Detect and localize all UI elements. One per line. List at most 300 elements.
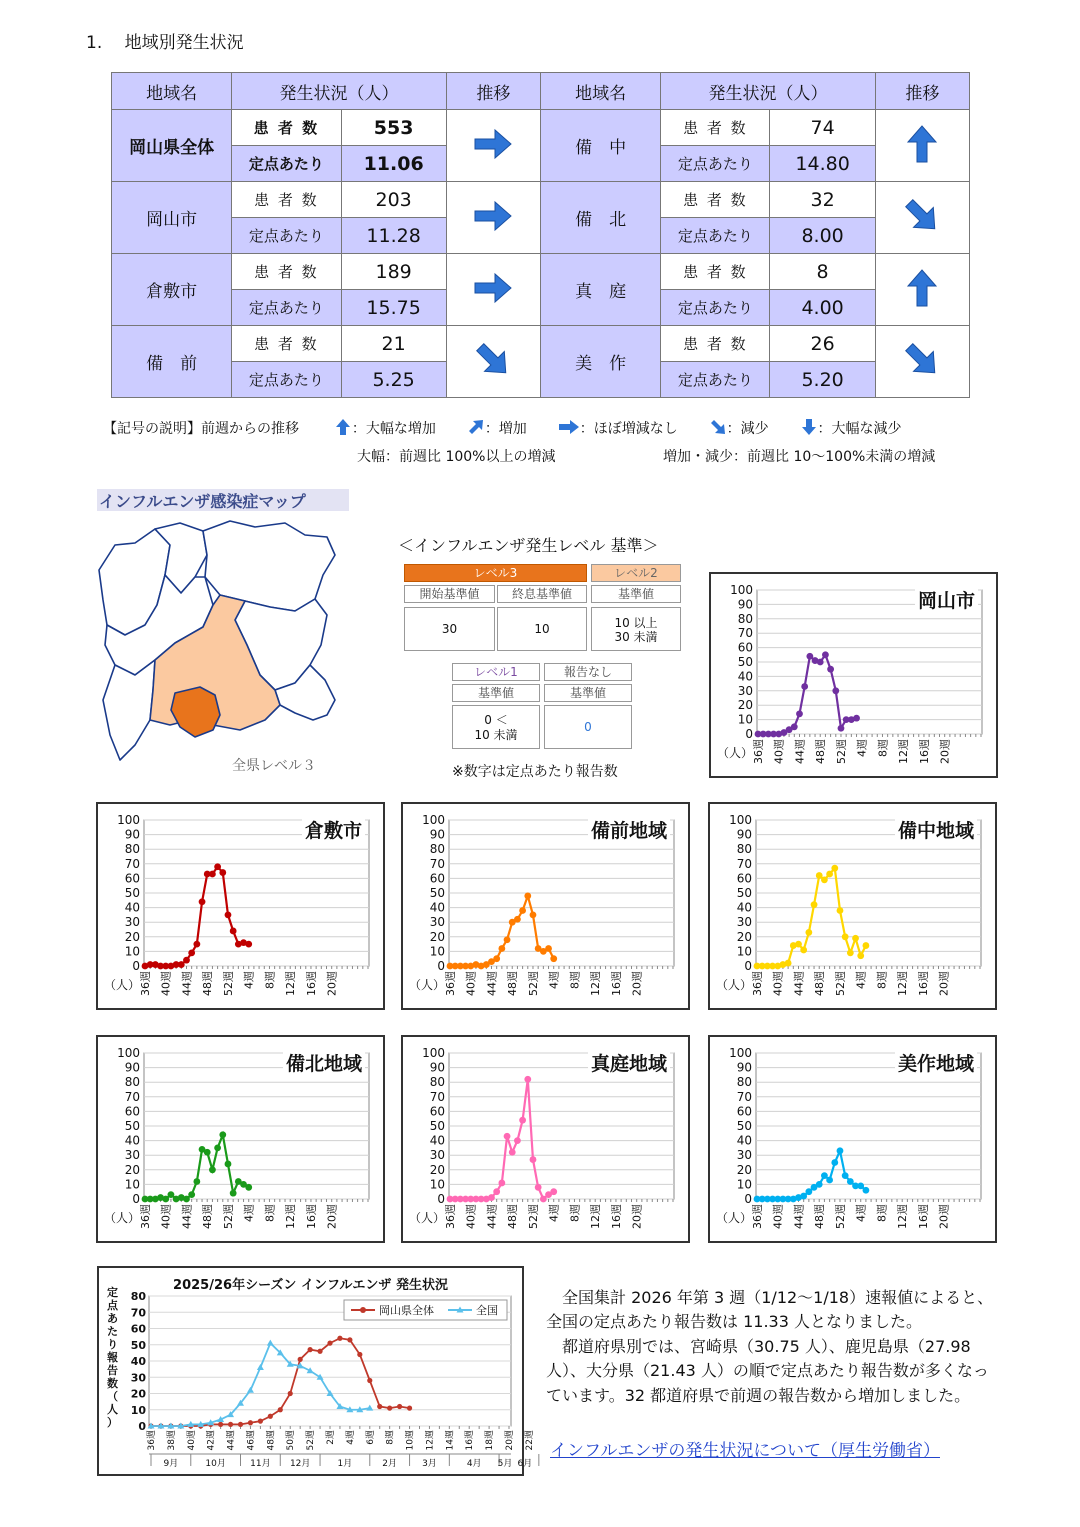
table-row [112,254,970,290]
y-axis-title-char: り [107,1338,118,1351]
summary-paragraph-2: 都道府県別では、宮崎県（30.75 人）、鹿児島県（27.98 人）、大分県（21.43 人）の順で定点あたり報告数が多くなっています。32 都道府県で前週の報告数から増加しました。 [546,1336,989,1405]
x-tick-label: 4週 [854,1204,868,1222]
patients-value: 203 [341,182,446,218]
legend-flat: ：ほぼ増減なし [579,421,678,437]
chart-maniwa [401,1035,690,1243]
month-label: 1月 [337,1459,353,1469]
up-arrow-icon [467,418,485,436]
data-point [377,1404,382,1409]
y-tick-label: 20 [130,1387,146,1401]
x-tick-label: 48週 [266,1430,277,1451]
x-tick-label: 8週 [263,971,277,989]
x-tick-label: 4週 [854,971,868,989]
patients-label: 患 者 数 [232,326,341,362]
month-label: 11月 [250,1459,271,1469]
per-site-value: 4.00 [770,290,875,326]
data-point [193,941,200,948]
data-point [387,1406,392,1411]
y-tick-label: 60 [124,1104,140,1119]
y-axis-title-char: あ [107,1312,118,1325]
legend-down: ：減少 [726,421,769,437]
y-tick-label: 30 [130,1371,146,1385]
table-row [112,110,970,146]
patients-label: 患 者 数 [232,110,341,146]
data-point [540,1196,547,1203]
y-tick-label: 60 [429,871,445,886]
x-tick-label: 52週 [834,739,848,764]
chart-title-mimasaka: 美作地域 [895,1049,977,1076]
y-tick-label: 100 [422,813,445,827]
data-point [183,957,190,964]
section-title: 1. 地域別発生状況 [86,33,244,53]
no-report-base-label: 基準値 [544,684,632,702]
y-tick-label: 60 [130,1322,146,1336]
x-tick-label: 20週 [325,971,339,996]
region-name: 倉敷市 [112,254,232,326]
x-tick-label: 8週 [876,739,890,757]
data-point [218,1422,223,1427]
data-point [248,1420,253,1425]
region-name: 備 中 [540,110,660,182]
data-point [837,1147,844,1154]
y-tick-label: 50 [130,1338,146,1352]
x-tick-label: 12週 [589,971,603,996]
data-point [805,929,812,936]
data-point [509,1149,516,1156]
month-label: 5月 [497,1459,513,1469]
data-point [209,1166,216,1173]
data-point [268,1414,273,1419]
data-point [493,1188,500,1195]
data-point [209,871,216,878]
trend-flat-arrow-icon [471,266,515,310]
chart-bizen [401,802,690,1010]
y-tick-label: 90 [737,597,753,612]
per-site-label: 定点あたり [232,362,341,398]
x-tick-label: 40週 [772,739,786,764]
y-unit-label: （人） [409,1211,446,1225]
month-label: 6月 [517,1459,533,1469]
y-tick-label: 50 [429,1119,445,1133]
season-legend [344,1300,507,1320]
x-tick-label: 4週 [547,1204,561,1222]
y-unit-label: （人） [104,978,141,992]
data-point [178,961,185,968]
y-tick-label: 20 [124,1162,140,1177]
y-tick-label: 10 [124,944,140,959]
region-name: 備 北 [540,182,660,254]
x-tick-label: 36週 [139,971,152,996]
data-point [785,960,792,967]
x-tick-label: 48週 [814,739,828,764]
x-tick-label: 4週 [242,1204,256,1222]
legend-intro: 【記号の説明】前週からの推移 [103,421,299,437]
data-point [853,715,860,722]
x-tick-label: 52週 [833,971,847,996]
patients-value: 26 [770,326,875,362]
y-tick-label: 30 [429,915,445,930]
data-point [204,1149,211,1156]
y-tick-label: 90 [429,827,445,842]
chart-title-okayama: 岡山市 [915,586,978,613]
y-tick-label: 20 [736,929,752,944]
x-tick-label: 48週 [506,1204,520,1229]
data-point [816,1181,823,1188]
level2-value: 10 以上 30 未満 [591,607,681,651]
trend-down-arrow-icon [900,194,944,238]
data-point [230,1190,237,1197]
x-tick-label: 20週 [937,971,951,996]
x-tick-label: 16週 [304,1204,318,1229]
x-tick-label: 16週 [465,1430,476,1451]
data-point [327,1341,332,1346]
chart-title-maniwa: 真庭地域 [588,1049,670,1076]
y-tick-label: 100 [730,583,753,597]
month-label: 4月 [466,1459,482,1469]
data-point [847,949,854,956]
y-axis-title-char: た [107,1325,118,1338]
y-tick-label: 90 [124,827,140,842]
table-row [112,182,970,218]
data-point [791,723,798,730]
data-point [863,1187,870,1194]
data-point [863,942,870,949]
data-point [514,916,521,923]
data-point [498,1180,505,1187]
y-tick-label: 30 [429,1148,445,1163]
data-point [530,912,537,919]
trend-cell [875,110,969,182]
data-point [826,871,833,878]
region-name: 美 作 [540,326,660,398]
per-site-value: 8.00 [770,218,875,254]
flat-arrow-icon [558,418,580,436]
y-tick-label: 100 [117,1046,140,1060]
trend-cell [875,326,969,398]
y-tick-label: 100 [729,813,752,827]
level1-value: 0 ＜ 10 未満 [452,705,540,749]
data-point [397,1404,402,1409]
x-tick-label: 12週 [425,1430,436,1451]
patients-value: 21 [341,326,446,362]
x-tick-label: 40週 [159,1204,173,1229]
trend-cell [875,254,969,326]
infection-map [95,515,345,780]
trend-cell [446,254,540,326]
trend-down-arrow-icon [471,338,515,382]
data-point [535,1184,542,1191]
level1-base-label: 基準値 [452,684,540,702]
data-point [857,952,864,959]
y-tick-label: 80 [736,1075,752,1090]
header-region: 地域名 [112,73,232,110]
y-tick-label: 50 [124,886,140,900]
y-tick-label: 10 [130,1403,146,1417]
y-tick-label: 70 [124,856,140,871]
legend-big-down: ：大幅な減少 [817,421,902,437]
per-site-value: 11.06 [341,146,446,182]
data-point [298,1357,303,1362]
y-tick-label: 90 [736,827,752,842]
data-point [245,1184,252,1191]
end-threshold-label: 終息基準値 [497,585,587,603]
y-tick-label: 100 [422,1046,445,1060]
y-axis-title [107,1285,119,1429]
x-tick-label: 20週 [937,1204,951,1229]
y-axis-title-char: 告 [107,1364,118,1377]
data-point [800,947,807,954]
y-tick-label: 80 [429,1075,445,1090]
x-tick-label: 8週 [568,971,582,989]
x-tick-label: 20週 [505,1430,515,1451]
region-name: 備 前 [112,326,232,398]
x-tick-label: 16週 [917,739,931,764]
trend-flat-arrow-icon [471,122,515,166]
y-tick-label: 10 [124,1177,140,1192]
x-tick-label: 12週 [897,739,911,764]
y-unit-label: （人） [716,1211,753,1225]
big-down-arrow-icon [800,418,818,436]
x-tick-label: 40週 [464,971,478,996]
data-point [816,872,823,879]
y-tick-label: 0 [138,1420,146,1433]
legend-line [103,418,902,438]
map-region-southwest [103,660,155,760]
data-point [493,955,500,962]
y-tick-label: 70 [429,856,445,871]
y-tick-label: 20 [124,929,140,944]
data-point [367,1378,372,1383]
patients-value: 553 [341,110,446,146]
x-tick-label: 2週 [326,1430,336,1445]
per-site-value: 5.25 [341,362,446,398]
y-tick-label: 70 [124,1089,140,1104]
x-tick-label: 16週 [304,971,318,996]
legend-marker-okayama [360,1307,366,1313]
x-tick-label: 14週 [445,1430,456,1451]
data-point [519,1117,526,1124]
data-point [822,651,829,658]
patients-label: 患 者 数 [661,254,770,290]
y-tick-label: 60 [429,1104,445,1119]
start-threshold-label: 開始基準値 [404,585,495,603]
legend-label-okayama: 岡山県全体 [379,1304,434,1317]
y-tick-label: 60 [124,871,140,886]
y-tick-label: 0 [437,959,445,973]
legend-note-big: 大幅：前週比 100%以上の増減 [357,449,556,465]
per-site-value: 14.80 [770,146,875,182]
data-point [337,1336,342,1341]
y-tick-label: 70 [130,1306,146,1320]
x-tick-label: 20週 [630,971,644,996]
y-tick-label: 40 [737,669,753,684]
x-tick-label: 50週 [286,1430,297,1451]
y-tick-label: 60 [736,1104,752,1119]
patients-label: 患 者 数 [661,326,770,362]
x-tick-label: 36週 [444,971,457,996]
x-tick-label: 52週 [526,971,540,996]
data-point [857,1182,864,1189]
region-name: 岡山県全体 [112,110,232,182]
x-tick-label: 6週 [365,1430,376,1445]
header-trend: 推移 [446,73,540,110]
data-point [357,1352,362,1357]
y-tick-label: 20 [429,929,445,944]
y-tick-label: 80 [124,1075,140,1090]
y-tick-label: 80 [130,1290,146,1303]
data-point [219,1131,226,1138]
data-point [817,659,824,666]
data-point [832,687,839,694]
x-tick-label: 36週 [444,1204,457,1229]
legend-label-national: 全国 [476,1304,498,1317]
trend-down-arrow-icon [900,338,944,382]
y-unit-label: （人） [409,978,446,992]
data-point [821,1172,828,1179]
data-point [504,936,511,943]
x-tick-label: 8週 [875,971,889,989]
x-tick-label: 4週 [345,1430,356,1445]
y-tick-label: 30 [736,915,752,930]
data-point [288,1391,293,1396]
patients-label: 患 者 数 [661,110,770,146]
x-tick-label: 52週 [221,1204,235,1229]
x-tick-label: 12週 [589,1204,603,1229]
per-site-label: 定点あたり [232,146,341,182]
map-region-kurashiki [171,687,220,737]
patients-value: 8 [770,254,875,290]
x-tick-label: 48週 [506,971,520,996]
table-header-row [112,73,970,110]
x-tick-label: 8週 [875,1204,889,1222]
data-point [183,1196,190,1203]
data-point [811,901,818,908]
no-report-value: 0 [544,705,632,749]
x-tick-label: 42週 [206,1430,217,1451]
trend-cell [446,110,540,182]
y-axis-title-char: （ [107,1390,118,1403]
y-tick-label: 0 [132,1192,140,1206]
legend-up: ：増加 [484,421,527,437]
legend-big-up: ：大幅な増加 [351,421,436,437]
x-tick-label: 20週 [325,1204,339,1229]
y-tick-label: 60 [736,871,752,886]
trend-flat-arrow-icon [471,194,515,238]
data-point [550,1188,557,1195]
data-point [308,1347,313,1352]
per-site-value: 15.75 [341,290,446,326]
data-point [795,941,802,948]
month-label: 9月 [163,1459,179,1469]
trend-up-arrow-icon [900,122,944,166]
chart-title-bizen: 備前地域 [588,816,670,843]
y-tick-label: 30 [736,1148,752,1163]
per-site-label: 定点あたり [232,218,341,254]
y-tick-label: 10 [429,944,445,959]
trend-cell [875,182,969,254]
x-tick-label: 4週 [547,971,561,989]
data-point [407,1406,412,1411]
data-point [800,1193,807,1200]
y-axis-title-char: 数 [107,1377,118,1390]
data-point [838,725,845,732]
y-unit-label: （人） [716,978,753,992]
x-tick-label: 16週 [609,1204,623,1229]
y-tick-label: 40 [736,1133,752,1148]
x-tick-label: 16週 [609,971,623,996]
chart-bitchu [708,802,997,1010]
y-tick-label: 70 [736,856,752,871]
data-point [162,1196,169,1203]
x-tick-label: 40週 [159,971,173,996]
y-tick-label: 80 [124,842,140,857]
y-tick-label: 40 [736,900,752,915]
x-tick-label: 52週 [526,1204,540,1229]
y-tick-label: 10 [429,1177,445,1192]
y-tick-label: 70 [736,1089,752,1104]
y-tick-label: 100 [729,1046,752,1060]
patients-label: 患 者 数 [232,182,341,218]
per-site-label: 定点あたり [661,218,770,254]
no-report-label: 報告なし [544,663,632,681]
patients-label: 患 者 数 [661,182,770,218]
data-point [805,1188,812,1195]
chart-kurashiki [96,802,385,1010]
data-point [168,1191,175,1198]
data-point [519,907,526,914]
data-point [796,710,803,717]
data-point [847,1178,854,1185]
x-tick-label: 40週 [464,1204,478,1229]
y-tick-label: 10 [736,1177,752,1192]
level2-label: レベル2 [591,564,681,582]
header-status-2: 発生状況（人） [661,73,875,110]
big-up-arrow-icon [334,418,352,436]
month-label: 12月 [289,1459,311,1469]
y-tick-label: 40 [429,900,445,915]
data-point [826,1177,833,1184]
x-tick-label: 40週 [186,1430,197,1451]
data-point [347,1337,352,1342]
map-title: インフルエンザ感染症マップ [97,489,349,511]
x-tick-label: 36週 [147,1430,157,1451]
x-tick-label: 36週 [751,1204,764,1229]
y-tick-label: 70 [429,1089,445,1104]
data-point [831,1159,838,1166]
x-tick-label: 8週 [263,1204,277,1222]
per-site-label: 定点あたり [661,290,770,326]
x-tick-label: 48週 [813,1204,827,1229]
data-point [214,1145,221,1152]
mhlw-link[interactable]: インフルエンザの発生状況について（厚生労働省） [550,1441,940,1461]
x-tick-label: 20週 [630,1204,644,1229]
y-axis-title-char: ） [107,1416,118,1429]
x-tick-label: 44週 [226,1430,237,1451]
y-tick-label: 10 [736,944,752,959]
y-tick-label: 10 [737,712,753,727]
x-tick-label: 12週 [284,971,298,996]
data-point [550,955,557,962]
x-tick-label: 20週 [938,739,952,764]
x-tick-label: 46週 [246,1430,257,1451]
month-label: 3月 [422,1459,437,1469]
season-chart [97,1266,535,1476]
y-tick-label: 40 [124,1133,140,1148]
chart-bihoku [96,1035,385,1243]
data-point [225,912,232,919]
x-tick-label: 12週 [896,1204,910,1229]
x-tick-label: 52週 [306,1430,317,1451]
